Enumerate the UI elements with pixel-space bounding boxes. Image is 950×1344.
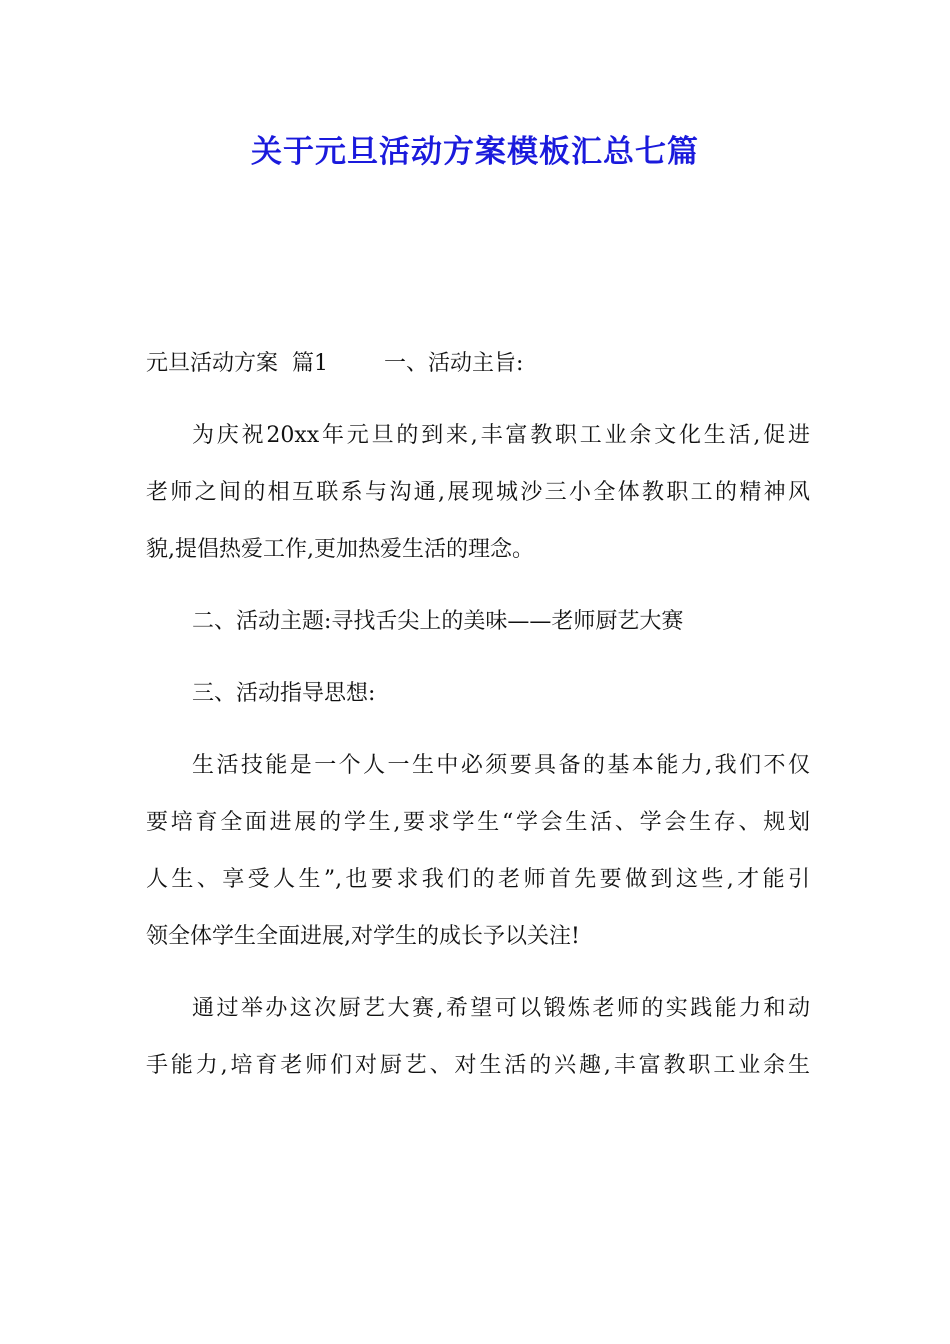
- text-line: 貌,提倡热爱工作,更加热爱生活的理念。: [146, 537, 534, 562]
- text-line: 人生、享受人生”,也要求我们的老师首先要做到这些,才能引: [146, 867, 810, 892]
- section-label: 元旦活动方案 篇1: [146, 351, 328, 376]
- section-intro-line: [146, 335, 810, 392]
- heading-guiding-idea: 三、活动指导思想:: [192, 681, 376, 706]
- document-title: 关于元旦活动方案模板汇总七篇: [251, 134, 699, 170]
- section-spacer: [328, 351, 384, 376]
- heading-purpose: 一、活动主旨:: [383, 351, 524, 376]
- text-line: 通过举办这次厨艺大赛,希望可以锻炼老师的实践能力和动: [192, 996, 810, 1021]
- text-line: 为庆祝20xx年元旦的到来,丰富教职工业余文化生活,促进: [192, 423, 810, 448]
- text-line: 手能力,培育老师们对厨艺、对生活的兴趣,丰富教职工业余生: [146, 1053, 810, 1078]
- text-line: 领全体学生全面进展,对学生的成长予以关注!: [146, 924, 580, 949]
- paragraph-contest-goal: [146, 980, 810, 1094]
- document-body: [146, 335, 810, 1094]
- heading-theme: 二、活动主题:寻找舌尖上的美味——老师厨艺大赛: [192, 609, 684, 634]
- text-line: 老师之间的相互联系与沟通,展现城沙三小全体教职工的精神风: [146, 480, 810, 505]
- paragraph-purpose: [146, 407, 810, 578]
- text-line: 要培育全面进展的学生,要求学生“学会生活、学会生存、规划: [146, 810, 810, 835]
- paragraph-guiding-idea: [146, 737, 810, 965]
- text-line: 生活技能是一个人一生中必须要具备的基本能力,我们不仅: [192, 753, 810, 778]
